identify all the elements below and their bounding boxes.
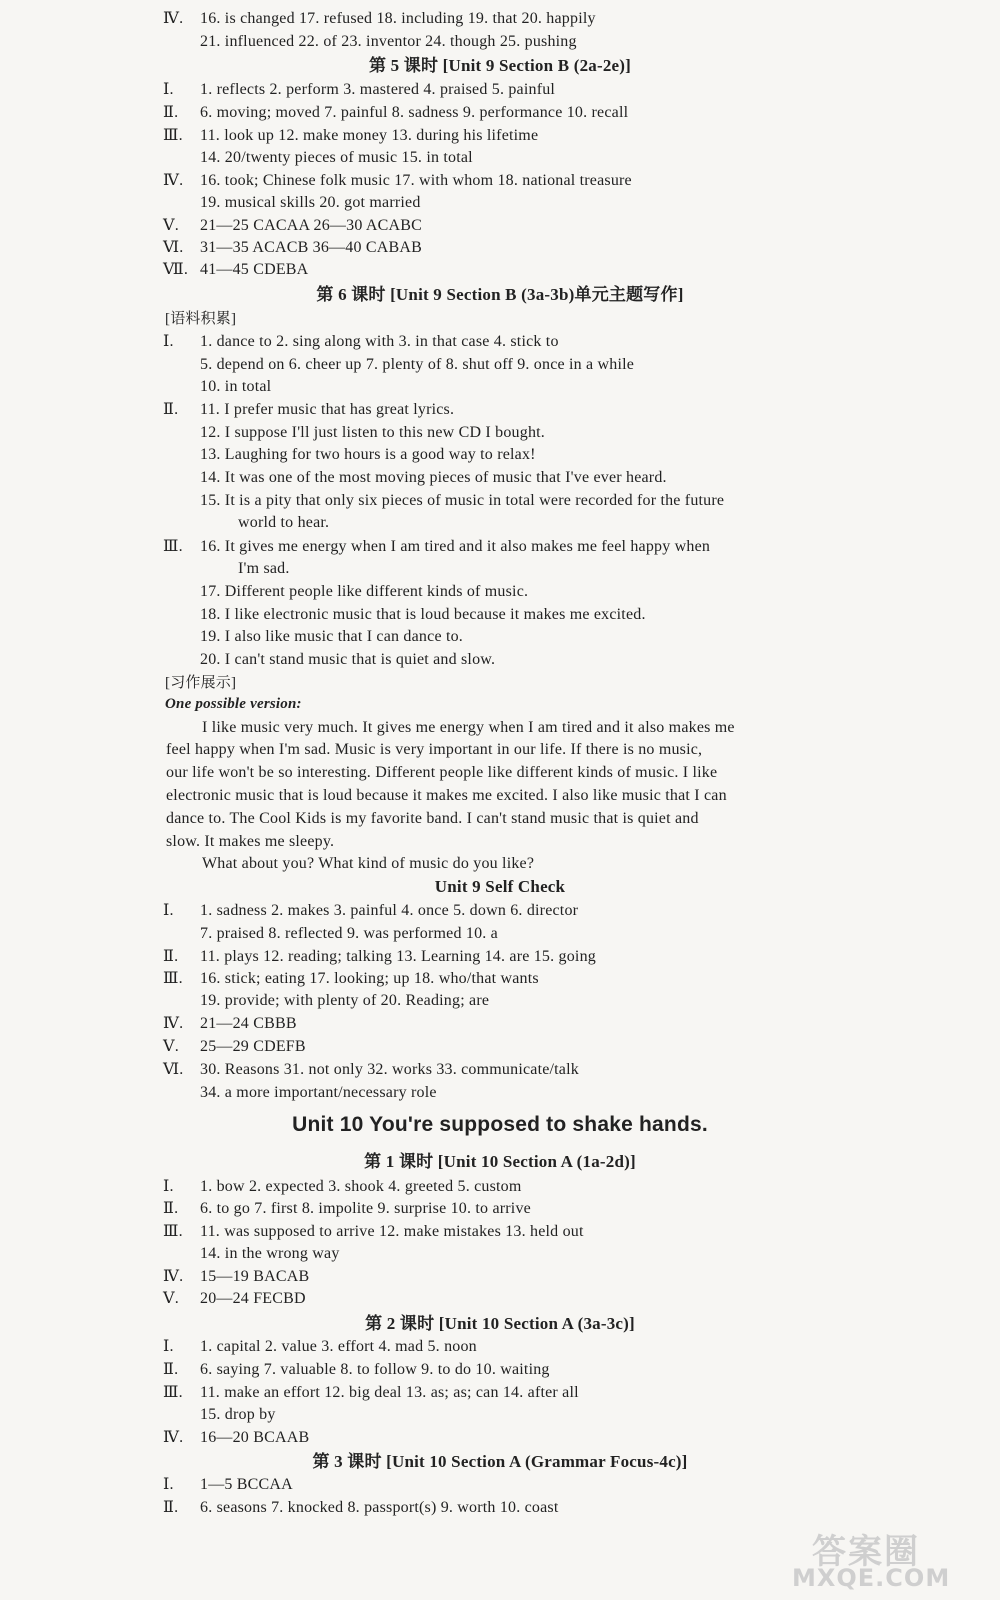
roman-label: Ⅲ. xyxy=(163,538,183,555)
line-text: Unit 10 You're supposed to shake hands. xyxy=(292,1113,708,1136)
roman-label: Ⅱ. xyxy=(163,104,179,121)
line-text: 31—35 ACACB 36—40 CABAB xyxy=(200,239,422,256)
line-text: One possible version: xyxy=(165,696,302,712)
roman-label: Ⅱ. xyxy=(163,1200,179,1217)
roman-label: Ⅳ. xyxy=(163,10,184,27)
line-text: 41—45 CDEBA xyxy=(200,261,309,278)
roman-label: Ⅴ. xyxy=(163,1038,179,1055)
line-text: 15. It is a pity that only six pieces of music in total were recorded for the future xyxy=(200,492,725,509)
roman-label: Ⅵ. xyxy=(163,1061,184,1078)
line-text: 21—24 CBBB xyxy=(200,1015,297,1032)
line-text: 16—20 BCAAB xyxy=(200,1429,310,1446)
line-text: 30. Reasons 31. not only 32. works 33. communicate/talk xyxy=(200,1061,579,1078)
roman-label: Ⅲ. xyxy=(163,1223,183,1240)
line-text: 第 2 课时 [Unit 10 Section A (3a-3c)] xyxy=(365,1314,635,1333)
watermark-logo xyxy=(792,1524,982,1594)
line-text: 6. to go 7. first 8. impolite 9. surprise 10. to arrive xyxy=(200,1200,531,1217)
line-text: our life won't be so interesting. Different people like different kinds of music. I like xyxy=(166,764,718,781)
line-text: 5. depend on 6. cheer up 7. plenty of 8. shut off 9. once in a while xyxy=(200,356,635,373)
roman-label: Ⅵ. xyxy=(163,239,184,256)
line-text: 25—29 CDEFB xyxy=(200,1038,306,1055)
line-text: slow. It makes me sleepy. xyxy=(166,833,335,850)
line-text: 15. drop by xyxy=(200,1406,276,1423)
line-text: 6. saying 7. valuable 8. to follow 9. to do 10. waiting xyxy=(200,1361,550,1378)
line-text: 15—19 BACAB xyxy=(200,1268,310,1285)
line-text: 第 6 课时 [Unit 9 Section B (3a-3b)单元主题写作] xyxy=(316,285,684,304)
line-text: 16. stick; eating 17. looking; up 18. who/that wants xyxy=(200,970,539,987)
line-text: 1. reflects 2. perform 3. mastered 4. praised 5. painful xyxy=(200,81,556,98)
line-text: 20—24 FECBD xyxy=(200,1290,306,1307)
roman-label: Ⅲ. xyxy=(163,1384,183,1401)
line-text: 13. Laughing for two hours is a good way to relax! xyxy=(200,446,536,463)
line-text: 11. look up 12. make money 13. during his lifetime xyxy=(200,127,539,144)
line-text: 11. was supposed to arrive 12. make mistakes 13. held out xyxy=(200,1223,584,1240)
roman-label: Ⅰ. xyxy=(163,1338,174,1355)
roman-label: Ⅶ. xyxy=(163,261,189,278)
line-text: 21. influenced 22. of 23. inventor 24. though 25. pushing xyxy=(200,33,577,50)
line-text: 19. provide; with plenty of 20. Reading; are xyxy=(200,992,490,1009)
line-text: 6. moving; moved 7. painful 8. sadness 9. performance 10. recall xyxy=(200,104,629,121)
line-text: 14. It was one of the most moving pieces of music that I've ever heard. xyxy=(200,469,667,486)
line-text: world to hear. xyxy=(238,514,330,531)
line-text: 第 3 课时 [Unit 10 Section A (Grammar Focus-4c)] xyxy=(312,1452,688,1471)
line-text: 11. I prefer music that has great lyrics. xyxy=(200,401,455,418)
roman-label: Ⅲ. xyxy=(163,127,183,144)
roman-label: Ⅳ. xyxy=(163,1429,184,1446)
watermark-cn: 答案圈 xyxy=(812,1532,920,1572)
line-text: 1. sadness 2. makes 3. painful 4. once 5. down 6. director xyxy=(200,902,579,919)
line-text: 11. plays 12. reading; talking 13. Learning 14. are 15. going xyxy=(200,948,596,965)
roman-label: Ⅳ. xyxy=(163,1268,184,1285)
line-text: 16. is changed 17. refused 18. including 19. that 20. happily xyxy=(200,10,596,27)
line-text: 1. dance to 2. sing along with 3. in that case 4. stick to xyxy=(200,333,559,350)
roman-label: Ⅴ. xyxy=(163,217,179,234)
line-text: [习作展示] xyxy=(165,675,237,691)
line-text: 1—5 BCCAA xyxy=(200,1476,293,1493)
line-text: 17. Different people like different kinds of music. xyxy=(200,583,529,600)
line-text: 1. bow 2. expected 3. shook 4. greeted 5. custom xyxy=(200,1178,522,1195)
line-text: 11. make an effort 12. big deal 13. as; as; can 14. after all xyxy=(200,1384,579,1401)
roman-label: Ⅱ. xyxy=(163,948,179,965)
roman-label: Ⅰ. xyxy=(163,1178,174,1195)
line-text: 14. in the wrong way xyxy=(200,1245,340,1262)
line-text: 第 1 课时 [Unit 10 Section A (1a-2d)] xyxy=(364,1152,636,1171)
line-text: feel happy when I'm sad. Music is very important in our life. If there is no music, xyxy=(166,741,703,758)
roman-label: Ⅱ. xyxy=(163,1361,179,1378)
line-text: 14. 20/twenty pieces of music 15. in total xyxy=(200,149,473,166)
line-text: [语料积累] xyxy=(165,311,237,327)
line-text: 20. I can't stand music that is quiet and slow. xyxy=(200,651,496,668)
line-text: dance to. The Cool Kids is my favorite band. I can't stand music that is quiet and xyxy=(166,810,699,827)
roman-label: Ⅱ. xyxy=(163,1499,179,1516)
line-text: 12. I suppose I'll just listen to this new CD I bought. xyxy=(200,424,545,441)
line-text: 1. capital 2. value 3. effort 4. mad 5. noon xyxy=(200,1338,477,1355)
roman-label: Ⅰ. xyxy=(163,333,174,350)
line-text: 16. It gives me energy when I am tired and it also makes me feel happy when xyxy=(200,538,711,555)
roman-label: Ⅰ. xyxy=(163,902,174,919)
line-text: I'm sad. xyxy=(238,560,290,577)
line-text: electronic music that is loud because it makes me excited. I also like music that I can xyxy=(166,787,727,804)
line-text: 第 5 课时 [Unit 9 Section B (2a-2e)] xyxy=(368,56,632,75)
roman-label: Ⅰ. xyxy=(163,1476,174,1493)
line-text: What about you? What kind of music do you like? xyxy=(202,855,535,872)
line-text: 10. in total xyxy=(200,378,272,395)
line-text: 19. I also like music that I can dance to. xyxy=(200,628,463,645)
line-text: 34. a more important/necessary role xyxy=(200,1084,437,1101)
roman-label: Ⅳ. xyxy=(163,172,184,189)
line-text: 19. musical skills 20. got married xyxy=(200,194,421,211)
line-text: 16. took; Chinese folk music 17. with whom 18. national treasure xyxy=(200,172,632,189)
roman-label: Ⅱ. xyxy=(163,401,179,418)
line-text: 7. praised 8. reflected 9. was performed 10. a xyxy=(200,925,498,942)
roman-label: Ⅲ. xyxy=(163,970,183,987)
roman-label: Ⅰ. xyxy=(163,81,174,98)
line-text: 18. I like electronic music that is loud because it makes me excited. xyxy=(200,606,646,623)
line-text: 6. seasons 7. knocked 8. passport(s) 9. worth 10. coast xyxy=(200,1499,559,1516)
watermark-en: MXQE.COM xyxy=(792,1564,951,1592)
line-text: 21—25 CACAA 26—30 ACABC xyxy=(200,217,422,234)
line-text: Unit 9 Self Check xyxy=(434,877,566,896)
roman-label: Ⅳ. xyxy=(163,1015,184,1032)
roman-label: Ⅴ. xyxy=(163,1290,179,1307)
line-text: I like music very much. It gives me energy when I am tired and it also makes me xyxy=(202,719,735,736)
